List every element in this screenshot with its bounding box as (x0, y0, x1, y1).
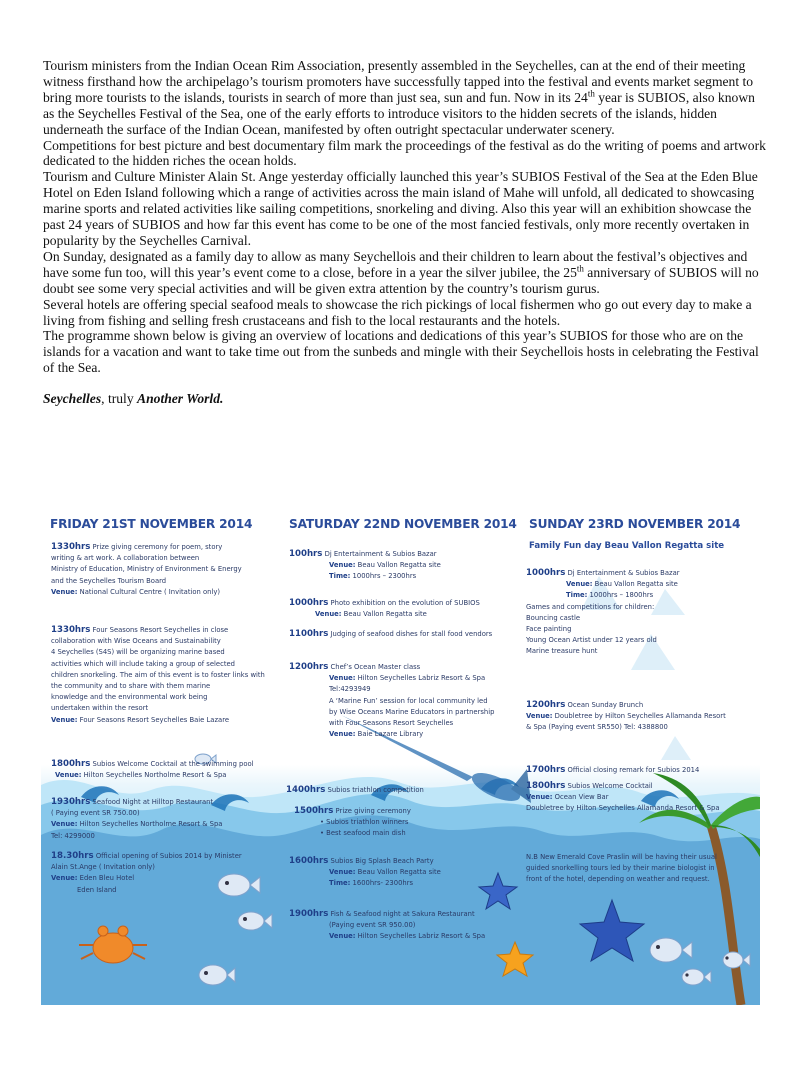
event-text: Ministry of Education, Ministry of Environment & Energy (51, 565, 242, 574)
venue-value: Beau Vallon Regatta site (355, 561, 441, 570)
event-text: Seafood Night at Hilltop Restaurant (90, 798, 214, 806)
paragraph-4 (43, 249, 767, 297)
paragraph-2: Competitions for best picture and best documentary film mark the proceedings of the festival as do the writing of poems and artwork dedicated to the hidden riches the ocean holds. (43, 137, 766, 169)
event-time: 1700hrs (526, 765, 566, 775)
event-text: Official closing remark for Subios 2014 (565, 766, 700, 774)
saturday-event-8 (289, 909, 485, 943)
event-text: Photo exhibition on the evolution of SUBIOS (328, 599, 480, 607)
sunday-event-2 (526, 700, 726, 734)
paragraph-3: Tourism and Culture Minister Alain St. Ange yesterday officially launched this year’s SUBIOS Festival of the Sea at the Eden Blue Hotel on Eden Island following which a range of activities across the main island of Mahe will unfold, all dedicated to showcasing marine sports and related activities like sailing competitions, snorkeling and diving. Also this year will an exhibition showcase the past 24 years of SUBIOS and how far this event has come to be one of the most fancied festivals, only more recently overtaken in popularity by the Seychelles Carnival. (43, 169, 758, 248)
event-text: and the Seychelles Tourism Board (51, 576, 167, 585)
time-value: 1000hrs – 1800hrs (587, 591, 654, 600)
event-text: activities which will include taking a group of selected (51, 659, 236, 668)
event-text: writing & art work. A collaboration between (51, 554, 200, 563)
event-text: with Four Seasons Resort Seychelles (329, 719, 454, 728)
event-text: Subios Big Splash Beach Party (328, 857, 434, 865)
programme-poster (41, 505, 760, 1005)
time-value: 1600hrs- 2300hrs (350, 879, 414, 888)
sunday-event-1 (526, 568, 680, 658)
venue-value: Hilton Seychelles Labriz Resort & Spa (355, 932, 486, 941)
saturday-event-5 (286, 785, 424, 796)
venue-label: Venue: (315, 610, 342, 619)
venue-value: Doubletree by Hilton Seychelles Allamanda Resort & Spa (526, 804, 720, 813)
venue-label: Venue: (329, 561, 356, 570)
article-body (43, 58, 767, 407)
time-label: Time: (329, 879, 351, 888)
event-time: 1800hrs (526, 781, 566, 791)
event-phone: Tel:4293949 (329, 685, 371, 694)
event-phone: Tel: 4299000 (51, 831, 95, 840)
superscript-th: th (576, 263, 584, 274)
venue-label: Venue: (51, 715, 78, 724)
venue-value: Doubletree by Hilton Seychelles Allamanda Resort (552, 712, 726, 721)
event-text: Ocean Sunday Brunch (565, 701, 644, 709)
venue-value: Eden Island (77, 885, 117, 894)
event-text: Marine treasure hunt (526, 647, 598, 656)
paragraph-6: The programme shown below is giving an overview of locations and dedications of this year’s SUBIOS for those who are on the islands for a vacation and want to take time out from the sunbeds and mingle with their Seychellois hosts in celebrating the Festival of the Sea. (43, 328, 759, 376)
sunday-subheading: Family Fun day Beau Vallon Regatta site (529, 541, 725, 551)
tagline-truly: , truly (101, 391, 138, 407)
venue-label: Venue: (329, 868, 356, 877)
event-text: Alain St.Ange ( Invitation only) (51, 863, 155, 872)
friday-event-4 (51, 797, 222, 842)
event-time: 1200hrs (526, 700, 566, 710)
event-time: 1100hrs (289, 629, 329, 639)
venue-label: Venue: (51, 587, 78, 596)
venue-label: Venue: (329, 730, 356, 739)
time-label: Time: (566, 591, 588, 600)
event-time: 1930hrs (51, 797, 91, 807)
event-text: the community and to share with them marine (51, 682, 211, 691)
event-text: Prize giving ceremony (333, 807, 411, 815)
event-time: 1400hrs (286, 785, 326, 795)
venue-value: Ocean View Bar (552, 793, 609, 802)
event-time: 1500hrs (294, 806, 334, 816)
event-time: 1900hrs (289, 909, 329, 919)
saturday-event-3 (289, 629, 492, 640)
venue-value: Four Seasons Resort Seychelles Baie Lazare (77, 715, 230, 724)
event-time: 1330hrs (51, 625, 91, 635)
event-text: children snorkeling. The aim of this event is to foster links with (51, 670, 265, 679)
friday-event-1 (51, 542, 242, 598)
friday-column (41, 505, 281, 1005)
saturday-column (286, 505, 526, 1005)
event-text: knowledge and the environmental work being (51, 693, 208, 702)
venue-label: Venue: (51, 874, 78, 883)
venue-label: Venue: (329, 674, 356, 683)
venue-value: Baie Lazare Library (355, 730, 424, 739)
sunday-column (526, 505, 760, 1005)
event-time: 1330hrs (51, 542, 91, 552)
event-text: Chef’s Ocean Master class (328, 663, 421, 671)
event-text: Subios Welcome Cocktail at the swimming pool (90, 760, 254, 768)
venue-label: Venue: (51, 820, 78, 829)
venue-value: Hilton Seychelles Northolme Resort & Spa (81, 771, 227, 780)
saturday-event-6 (294, 806, 411, 840)
venue-label: Venue: (526, 793, 553, 802)
event-time: 1200hrs (289, 662, 329, 672)
event-time: 1000hrs (526, 568, 566, 578)
venue-label: Venue: (329, 932, 356, 941)
venue-value: Eden Bleu Hotel (77, 874, 135, 883)
venue-label: Venue: (566, 580, 593, 589)
event-list-item: • Best seafood main dish (320, 829, 406, 838)
venue-value: National Cultural Centre ( Invitation only) (77, 587, 221, 596)
venue-value: Beau Vallon Regatta site (592, 580, 678, 589)
event-text: Subios Welcome Cocktail (565, 782, 653, 790)
event-text: Judging of seafood dishes for stall food vendors (328, 630, 493, 638)
venue-label: Venue: (526, 712, 553, 721)
time-value: 1000hrs – 2300hrs (350, 572, 417, 581)
event-text: Prize giving ceremony for poem, story (90, 543, 223, 551)
paragraph-1-text-a: Tourism ministers from the Indian Ocean Rim Association, presently assembled in the Seychelles, can at the end of their meeting witness firsthand how the archipelago’s tourism promoters have successfully tapped into the festival and events market segment to bring more tourists to the islands, tourists in search of more than just sea, sun and fun. Now in its 24 (43, 58, 754, 105)
event-text: Face painting (526, 625, 572, 634)
event-text: Official opening of Subios 2014 by Minister (93, 852, 242, 860)
event-time: 100hrs (289, 549, 323, 559)
event-time: 1600hrs (289, 856, 329, 866)
event-text: undertaken within the resort (51, 704, 149, 713)
note-text: guided snorkelling tours led by their marine biologist in (526, 864, 715, 873)
event-text: A ‘Marine Fun’ session for local community led (329, 696, 488, 705)
event-time: 1000hrs (289, 598, 329, 608)
event-text: Fish & Seafood night at Sakura Restaurant (328, 910, 475, 918)
event-text: Subios triathlon competition (325, 786, 424, 794)
venue-value: Beau Vallon Regatta site (355, 868, 441, 877)
saturday-event-4 (289, 662, 494, 740)
event-text: Young Ocean Artist under 12 years old (526, 636, 657, 645)
paragraph-1-text-b: year is SUBIOS, also known as the Seychelles Festival of the Sea, one of the early efforts to introduce visitors to the hidden secrets of the islands, hidden underneath the surface of the Indian Ocean, manifested by often outright spectacular underwater scenery. (43, 89, 755, 137)
paragraph-4-text-a: On Sunday, designated as a family day to allow as many Seychellois and their children to learn about the festival’s objectives and have some fun too, will this year’s event come to a close, before in a year the silver jubilee, the 25 (43, 248, 748, 280)
venue-value: Hilton Seychelles Northolme Resort & Spa (77, 820, 223, 829)
tagline-another-world: Another World. (137, 391, 224, 407)
sunday-event-3 (526, 765, 699, 776)
event-list-item: • Subios triathlon winners (320, 818, 409, 827)
paragraph-1 (43, 58, 767, 138)
venue-value: Hilton Seychelles Labriz Resort & Spa (355, 674, 486, 683)
event-paying: ( Paying event SR 750.00) (51, 809, 140, 818)
sunday-heading: SUNDAY 23RD NOVEMBER 2014 (529, 517, 741, 531)
superscript-th: th (587, 88, 595, 99)
saturday-event-7 (289, 856, 441, 890)
event-time: 1800hrs (51, 759, 91, 769)
saturday-event-1 (289, 549, 441, 583)
event-text: Dj Entertainment & Subios Bazar (565, 569, 680, 577)
venue-value: Beau Vallon Regatta site (341, 610, 427, 619)
friday-event-3 (51, 759, 254, 781)
paragraph-5: Several hotels are offering special seafood meals to showcase the rich pickings of local fishermen who go out every day to make a living from fishing and selling fresh crustaceans and fish to the local restaurants and the hotels. (43, 296, 752, 328)
tagline (43, 391, 767, 407)
time-label: Time: (329, 572, 351, 581)
venue-value: & Spa (Paying event SR550) Tel: 4388800 (526, 723, 668, 732)
event-paying: (Paying event SR 950.00) (329, 921, 416, 930)
event-text: Games and competitions for children: (526, 602, 655, 611)
event-text: by Wise Oceans Marine Educators in partnership (329, 707, 495, 716)
sunday-note (526, 852, 717, 886)
sunday-event-4 (526, 781, 720, 815)
event-text: Four Seasons Resort Seychelles in close (90, 626, 229, 634)
friday-event-2 (51, 625, 265, 726)
tagline-seychelles: Seychelles (43, 391, 102, 407)
event-text: Dj Entertainment & Subios Bazar (322, 550, 437, 558)
note-text: front of the hotel, depending on weather and request. (526, 875, 710, 884)
friday-event-5 (51, 851, 242, 896)
saturday-event-2 (289, 598, 480, 620)
event-text: 4 Seychelles (S4S) will be organizing marine based (51, 648, 225, 657)
event-time: 18.30hrs (51, 851, 94, 861)
event-text: Bouncing castle (526, 613, 581, 622)
saturday-heading: SATURDAY 22ND NOVEMBER 2014 (289, 517, 517, 531)
paragraph-4-text-b: anniversary of SUBIOS will no doubt see some very special activities and will be given extra attention by the country’s tourism gurus. (43, 264, 759, 296)
venue-label: Venue: (55, 771, 82, 780)
note-text: N.B New Emerald Cove Praslin will be having their usual (526, 853, 717, 861)
event-text: collaboration with Wise Oceans and Sustainability (51, 637, 221, 646)
friday-heading: FRIDAY 21ST NOVEMBER 2014 (50, 517, 253, 531)
